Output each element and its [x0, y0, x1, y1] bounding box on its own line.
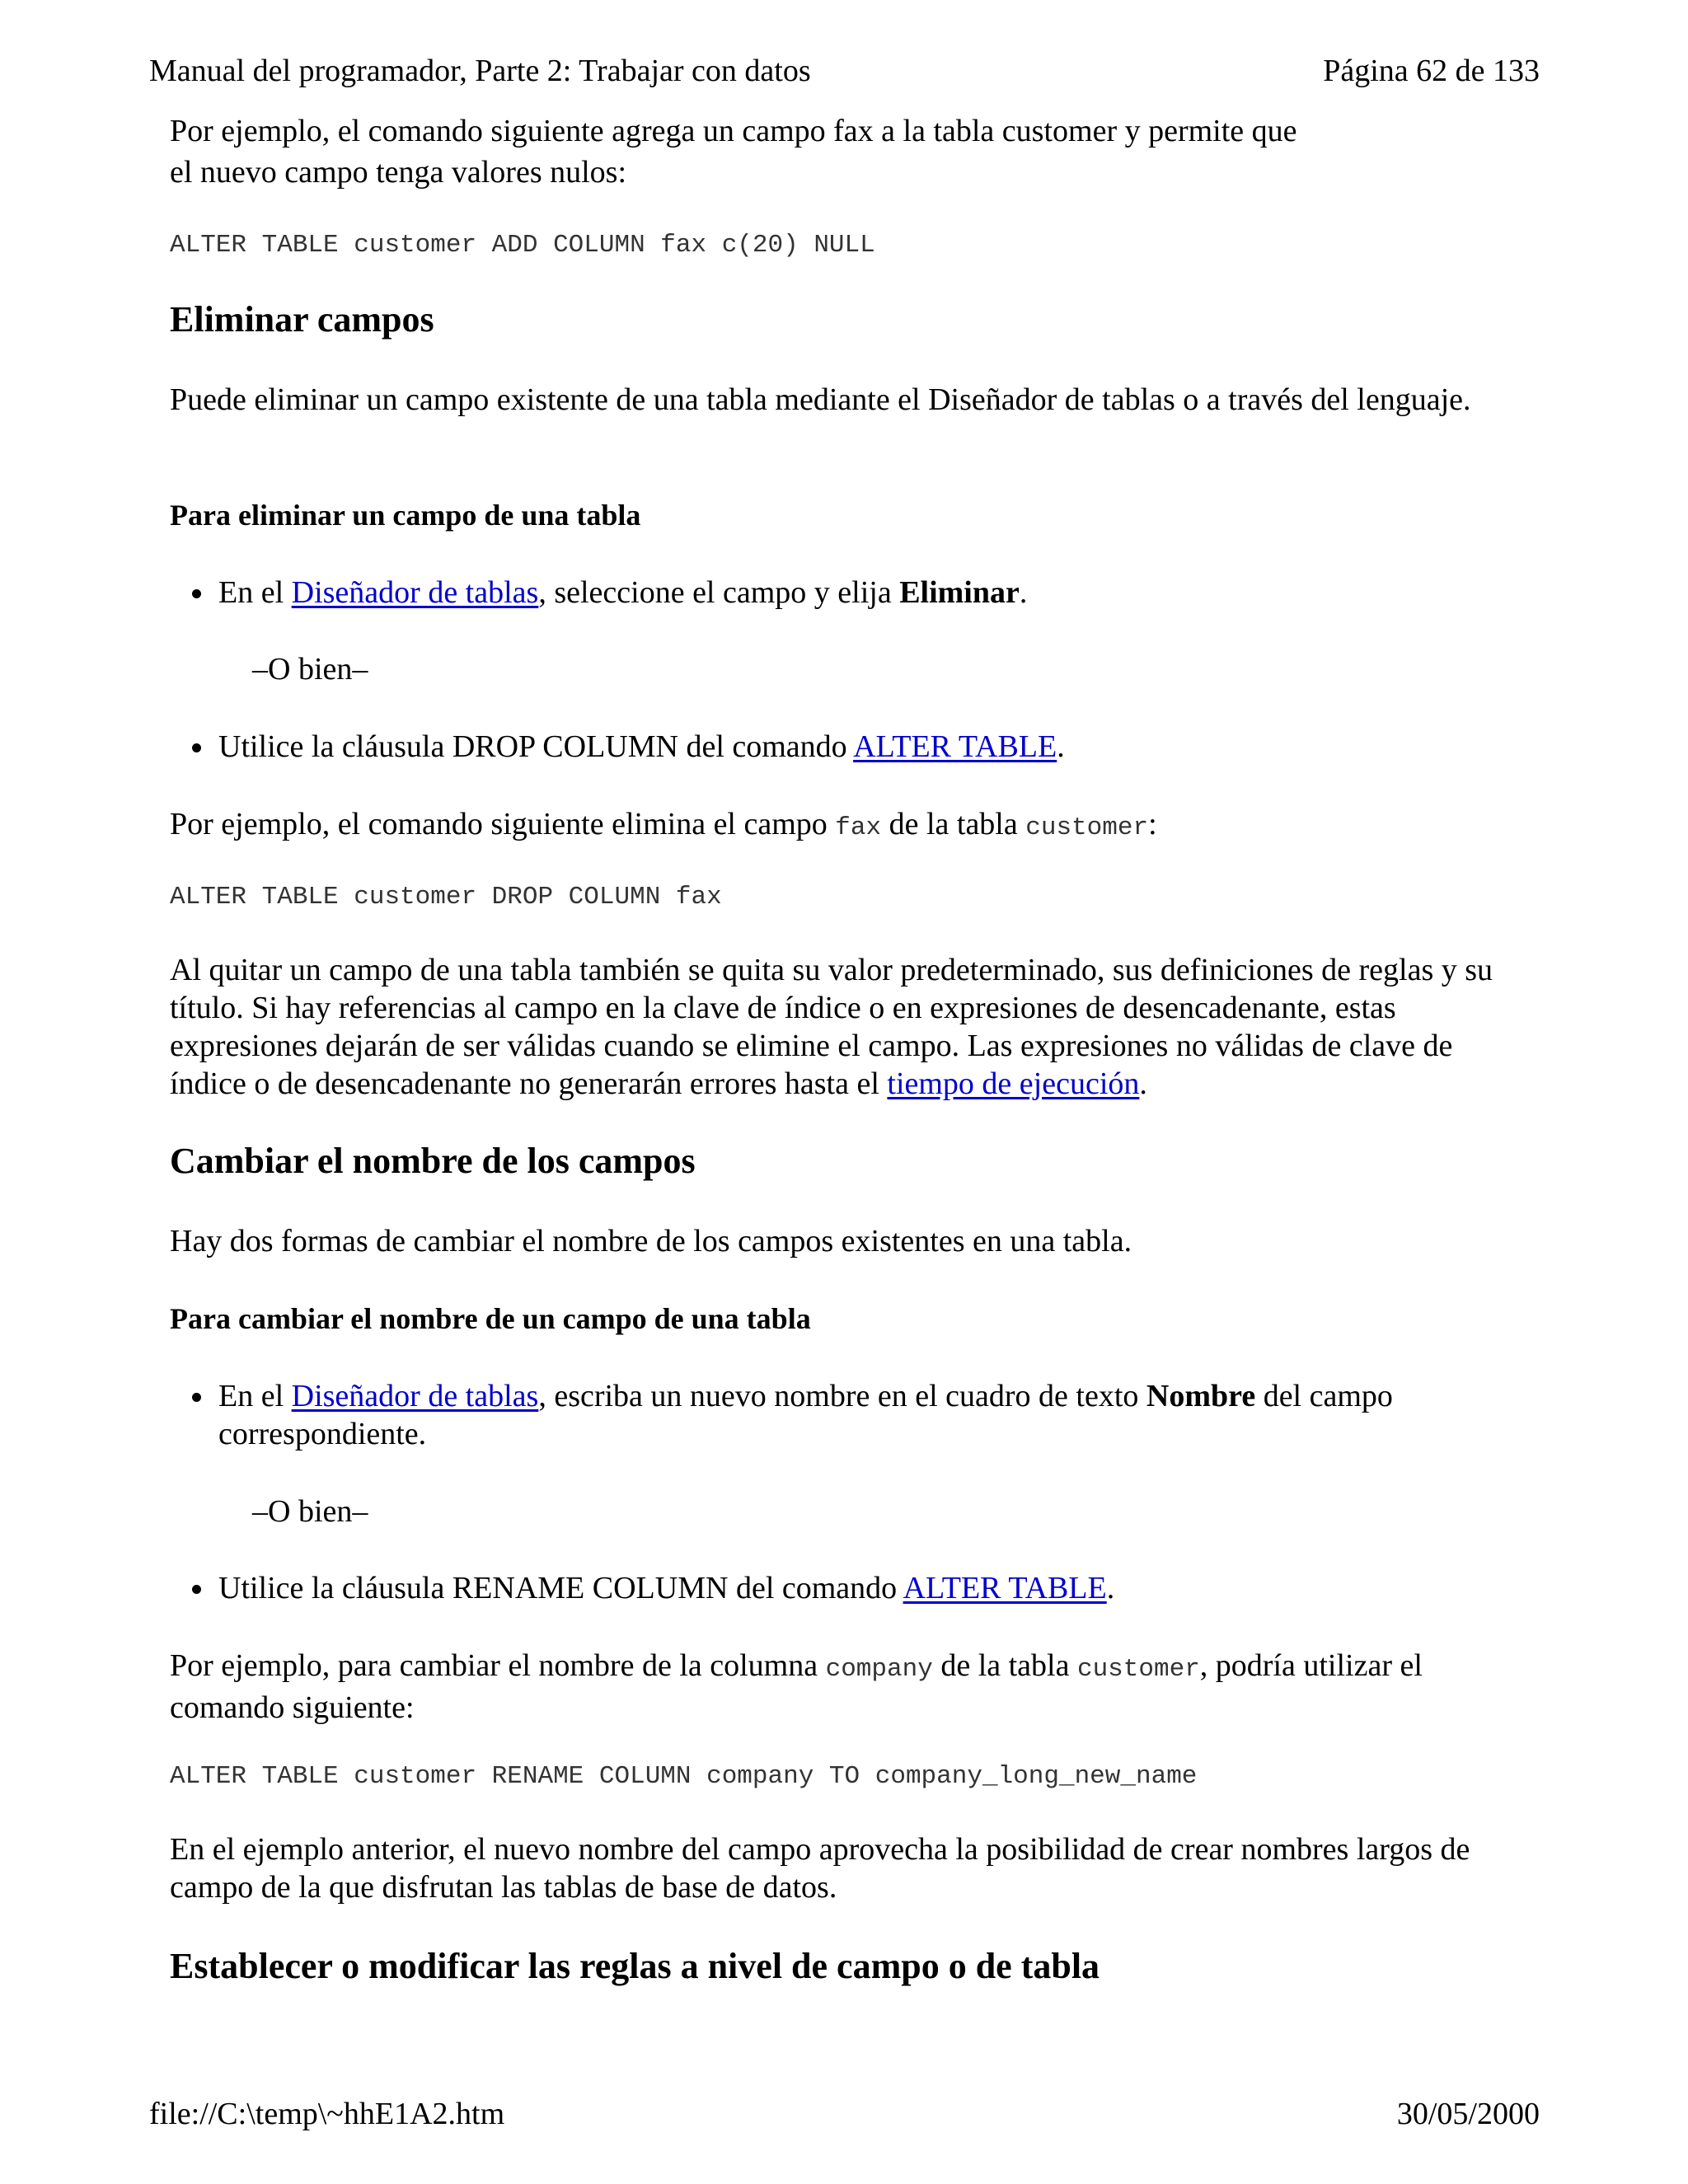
intro-tail: el nuevo campo tenga valores nulos: — [170, 155, 627, 190]
b3-pre: En el — [218, 1379, 292, 1413]
heading-cambiar-nombre: Cambiar el nombre de los campos — [170, 1141, 696, 1181]
heading-delete-procedure: Para eliminar un campo de una tabla — [170, 499, 641, 532]
ex1-mid: de la tabla — [881, 807, 1026, 841]
list-item-rename-column — [218, 1569, 1521, 1607]
link-disenador-de-tablas[interactable]: Diseñador de tablas — [291, 575, 539, 610]
paragraph-rename-intro: Hay dos formas de cambiar el nombre de los campos existentes en una tabla. — [170, 1224, 1132, 1258]
ex2-post: , podría utilizar el comando siguiente: — [170, 1648, 1423, 1725]
link-alter-table[interactable]: ALTER TABLE — [853, 729, 1057, 764]
bullet-icon — [192, 1585, 201, 1594]
heading-reglas: Establecer o modificar las reglas a nivel de campo o de tabla — [170, 1946, 1100, 1986]
inline-code-customer: customer — [1025, 813, 1149, 842]
b3-post: del campo correspondiente. — [218, 1379, 1393, 1451]
b1-bold: Eliminar — [899, 575, 1020, 610]
code-rename-column: ALTER TABLE customer RENAME COLUMN company TO company_long_new_name — [170, 1762, 1198, 1791]
ex1-post: : — [1148, 807, 1157, 841]
paragraph-delete-intro: Puede eliminar un campo existente de una tabla mediante el Diseñador de tablas o a través del lenguaje. — [170, 382, 1471, 417]
bullet-icon — [192, 589, 201, 598]
b1-mid: , seleccione el campo y elija — [538, 575, 900, 610]
ex1-pre: Por ejemplo, el comando siguiente elimina el campo — [170, 807, 836, 841]
paragraph-remove-effects — [170, 951, 1522, 1103]
code-drop-column: ALTER TABLE customer DROP COLUMN fax — [170, 883, 722, 912]
list-item-delete-designer — [218, 574, 1521, 612]
page-number: Página 62 de 133 — [1323, 54, 1540, 88]
paragraph-long-names: En el ejemplo anterior, el nuevo nombre del campo aprovecha la posibilidad de crear nombres largos de campo de la que disfrutan las tablas de base de datos. — [170, 1832, 1470, 1905]
or-separator: –O bien– — [252, 652, 368, 687]
b2-pre: Utilice la cláusula DROP COLUMN del comando — [218, 729, 854, 764]
cut-off-line — [170, 114, 1522, 150]
inline-code-customer-2: customer — [1076, 1655, 1200, 1684]
bullet-icon — [192, 743, 201, 752]
b1-pre: En el — [218, 575, 292, 610]
or-separator-2: –O bien– — [252, 1494, 368, 1529]
p-remove-text: Al quitar un campo de una tabla también se quita su valor predeterminado, sus definiciones de reglas y su título. Si hay referencias al campo en la clave de índice o en expresiones de desencadenante, estas expresiones dejarán de ser válidas cuando se elimine el campo. Las expresiones no válidas de clave de índice o de desencadenante no generarán errores hasta el — [170, 953, 1493, 1101]
b2-post: . — [1057, 729, 1065, 764]
code-add-column: ALTER TABLE customer ADD COLUMN fax c(20) NULL — [170, 231, 875, 260]
inline-code-company: company — [825, 1655, 933, 1684]
b4-post: . — [1106, 1571, 1115, 1605]
heading-eliminar-campos: Eliminar campos — [170, 299, 434, 340]
b4-pre: Utilice la cláusula RENAME COLUMN del comando — [218, 1571, 903, 1605]
paragraph-drop-example — [170, 805, 1522, 847]
page-header-title: Manual del programador, Parte 2: Trabajar con datos — [149, 54, 811, 88]
ex2-mid: de la tabla — [932, 1648, 1077, 1683]
b3-mid: , escriba un nuevo nombre en el cuadro de texto — [538, 1379, 1146, 1413]
ex2-pre: Por ejemplo, para cambiar el nombre de la columna — [170, 1648, 826, 1683]
cut-off-line-text: Por ejemplo, el comando siguiente agrega un campo fax a la tabla customer y permite que — [170, 114, 1297, 148]
heading-rename-procedure: Para cambiar el nombre de un campo de una tabla — [170, 1302, 811, 1335]
p-remove-post: . — [1139, 1066, 1147, 1101]
list-item-drop-column — [218, 728, 1521, 766]
link-alter-table-2[interactable]: ALTER TABLE — [903, 1571, 1107, 1605]
b3-bold: Nombre — [1146, 1379, 1256, 1413]
footer-date: 30/05/2000 — [1396, 2097, 1540, 2131]
paragraph-rename-example — [170, 1647, 1522, 1727]
footer-file-path: file://C:\temp\~hhE1A2.htm — [149, 2097, 505, 2131]
inline-code-fax: fax — [835, 813, 882, 842]
list-item-rename-designer — [218, 1377, 1521, 1453]
link-disenador-de-tablas-2[interactable]: Diseñador de tablas — [291, 1379, 539, 1413]
link-tiempo-de-ejecucion[interactable]: tiempo de ejecución — [887, 1066, 1140, 1101]
bullet-icon — [192, 1393, 201, 1402]
b1-post: . — [1019, 575, 1028, 610]
